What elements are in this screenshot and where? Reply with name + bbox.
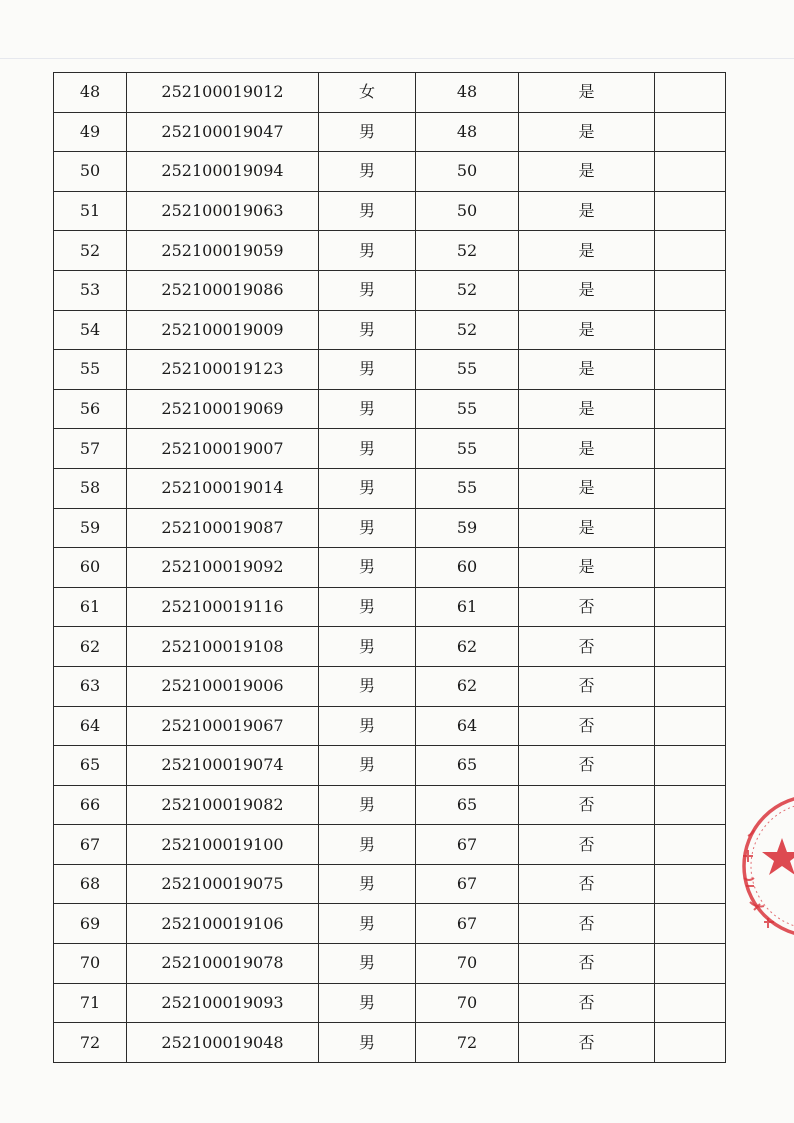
table-row [54,191,726,231]
cell-seq: 56 [54,389,127,429]
cell-gender: 男 [319,508,416,548]
cell-remark [655,627,726,667]
cell-rank: 60 [416,548,519,588]
cell-seq: 64 [54,706,127,746]
cell-rank: 70 [416,983,519,1023]
cell-exam-id: 252100019094 [127,152,319,192]
cell-exam-id: 252100019047 [127,112,319,152]
cell-remark [655,389,726,429]
table-row [54,429,726,469]
cell-rank: 67 [416,825,519,865]
cell-remark [655,548,726,588]
results-table [53,72,726,1063]
cell-seq: 67 [54,825,127,865]
table-row [54,310,726,350]
cell-exam-id: 252100019006 [127,666,319,706]
cell-gender: 男 [319,944,416,984]
cell-gender: 男 [319,706,416,746]
cell-remark [655,191,726,231]
table-row [54,112,726,152]
cell-rank: 50 [416,191,519,231]
cell-exam-id: 252100019063 [127,191,319,231]
cell-advance: 是 [519,389,655,429]
cell-gender: 男 [319,587,416,627]
cell-advance: 否 [519,785,655,825]
cell-remark [655,152,726,192]
cell-rank: 48 [416,73,519,113]
cell-seq: 60 [54,548,127,588]
table-row [54,152,726,192]
cell-exam-id: 252100019087 [127,508,319,548]
cell-rank: 65 [416,746,519,786]
cell-advance: 是 [519,112,655,152]
cell-gender: 男 [319,270,416,310]
cell-seq: 49 [54,112,127,152]
cell-advance: 是 [519,548,655,588]
cell-remark [655,785,726,825]
cell-advance: 是 [519,310,655,350]
official-seal [734,786,794,946]
table-row [54,270,726,310]
table-row [54,1023,726,1063]
cell-gender: 男 [319,785,416,825]
cell-remark [655,983,726,1023]
table-row [54,508,726,548]
cell-rank: 55 [416,429,519,469]
cell-remark [655,706,726,746]
cell-seq: 50 [54,152,127,192]
cell-remark [655,666,726,706]
cell-seq: 58 [54,468,127,508]
cell-advance: 是 [519,508,655,548]
cell-advance: 是 [519,350,655,390]
cell-seq: 62 [54,627,127,667]
results-table-container [53,72,725,1063]
cell-gender: 男 [319,864,416,904]
cell-rank: 64 [416,706,519,746]
cell-rank: 52 [416,270,519,310]
cell-rank: 55 [416,468,519,508]
cell-remark [655,73,726,113]
results-table-body [54,73,726,1063]
cell-rank: 62 [416,666,519,706]
table-row [54,666,726,706]
cell-seq: 69 [54,904,127,944]
cell-seq: 51 [54,191,127,231]
cell-gender: 男 [319,468,416,508]
cell-advance: 是 [519,191,655,231]
cell-gender: 男 [319,666,416,706]
cell-gender: 男 [319,746,416,786]
cell-seq: 68 [54,864,127,904]
cell-remark [655,270,726,310]
cell-exam-id: 252100019108 [127,627,319,667]
cell-exam-id: 252100019067 [127,706,319,746]
cell-advance: 否 [519,983,655,1023]
cell-seq: 70 [54,944,127,984]
cell-rank: 65 [416,785,519,825]
scan-edge-line [0,58,794,59]
cell-exam-id: 252100019093 [127,983,319,1023]
cell-seq: 65 [54,746,127,786]
cell-remark [655,944,726,984]
cell-rank: 52 [416,310,519,350]
table-row [54,231,726,271]
cell-gender: 男 [319,389,416,429]
cell-seq: 59 [54,508,127,548]
cell-exam-id: 252100019012 [127,73,319,113]
table-row [54,587,726,627]
table-row [54,944,726,984]
cell-remark [655,587,726,627]
table-row [54,825,726,865]
cell-remark [655,468,726,508]
cell-rank: 48 [416,112,519,152]
cell-advance: 是 [519,468,655,508]
cell-seq: 54 [54,310,127,350]
cell-remark [655,746,726,786]
cell-advance: 否 [519,587,655,627]
cell-gender: 男 [319,310,416,350]
cell-advance: 是 [519,429,655,469]
cell-exam-id: 252100019092 [127,548,319,588]
cell-remark [655,310,726,350]
cell-advance: 否 [519,1023,655,1063]
cell-seq: 66 [54,785,127,825]
cell-remark [655,112,726,152]
seal-ring [744,796,794,936]
cell-remark [655,1023,726,1063]
table-row [54,350,726,390]
cell-exam-id: 252100019014 [127,468,319,508]
table-row [54,389,726,429]
cell-gender: 男 [319,191,416,231]
cell-remark [655,864,726,904]
cell-rank: 59 [416,508,519,548]
seal-lettering [743,830,774,928]
cell-advance: 否 [519,627,655,667]
cell-seq: 61 [54,587,127,627]
cell-rank: 62 [416,627,519,667]
cell-exam-id: 252100019086 [127,270,319,310]
cell-gender: 男 [319,825,416,865]
table-row [54,548,726,588]
cell-advance: 否 [519,706,655,746]
cell-gender: 男 [319,983,416,1023]
cell-exam-id: 252100019007 [127,429,319,469]
cell-gender: 男 [319,231,416,271]
cell-exam-id: 252100019075 [127,864,319,904]
cell-seq: 57 [54,429,127,469]
cell-advance: 是 [519,152,655,192]
cell-advance: 否 [519,825,655,865]
table-row [54,627,726,667]
cell-rank: 50 [416,152,519,192]
cell-rank: 55 [416,350,519,390]
cell-remark [655,429,726,469]
table-row [54,785,726,825]
cell-gender: 男 [319,548,416,588]
cell-advance: 否 [519,864,655,904]
cell-gender: 男 [319,904,416,944]
table-row [54,706,726,746]
cell-seq: 48 [54,73,127,113]
cell-rank: 67 [416,864,519,904]
cell-remark [655,904,726,944]
cell-gender: 男 [319,1023,416,1063]
cell-exam-id: 252100019123 [127,350,319,390]
cell-advance: 否 [519,666,655,706]
cell-gender: 男 [319,429,416,469]
cell-exam-id: 252100019100 [127,825,319,865]
cell-remark [655,508,726,548]
star-icon [762,838,794,875]
cell-seq: 52 [54,231,127,271]
cell-seq: 63 [54,666,127,706]
cell-gender: 男 [319,350,416,390]
cell-rank: 70 [416,944,519,984]
cell-rank: 61 [416,587,519,627]
cell-seq: 72 [54,1023,127,1063]
cell-rank: 72 [416,1023,519,1063]
table-row [54,73,726,113]
table-row [54,864,726,904]
cell-exam-id: 252100019116 [127,587,319,627]
cell-advance: 否 [519,904,655,944]
cell-exam-id: 252100019069 [127,389,319,429]
cell-exam-id: 252100019074 [127,746,319,786]
cell-rank: 67 [416,904,519,944]
cell-gender: 男 [319,152,416,192]
table-row [54,746,726,786]
table-row [54,904,726,944]
table-row [54,983,726,1023]
cell-exam-id: 252100019059 [127,231,319,271]
cell-remark [655,350,726,390]
cell-gender: 男 [319,627,416,667]
cell-exam-id: 252100019082 [127,785,319,825]
cell-exam-id: 252100019009 [127,310,319,350]
cell-advance: 是 [519,270,655,310]
cell-advance: 否 [519,746,655,786]
cell-rank: 55 [416,389,519,429]
cell-remark [655,231,726,271]
cell-exam-id: 252100019106 [127,904,319,944]
cell-gender: 男 [319,112,416,152]
cell-remark [655,825,726,865]
cell-advance: 是 [519,73,655,113]
cell-gender: 女 [319,73,416,113]
cell-exam-id: 252100019048 [127,1023,319,1063]
table-row [54,468,726,508]
cell-advance: 是 [519,231,655,271]
cell-exam-id: 252100019078 [127,944,319,984]
cell-advance: 否 [519,944,655,984]
cell-rank: 52 [416,231,519,271]
cell-seq: 55 [54,350,127,390]
cell-seq: 53 [54,270,127,310]
cell-seq: 71 [54,983,127,1023]
